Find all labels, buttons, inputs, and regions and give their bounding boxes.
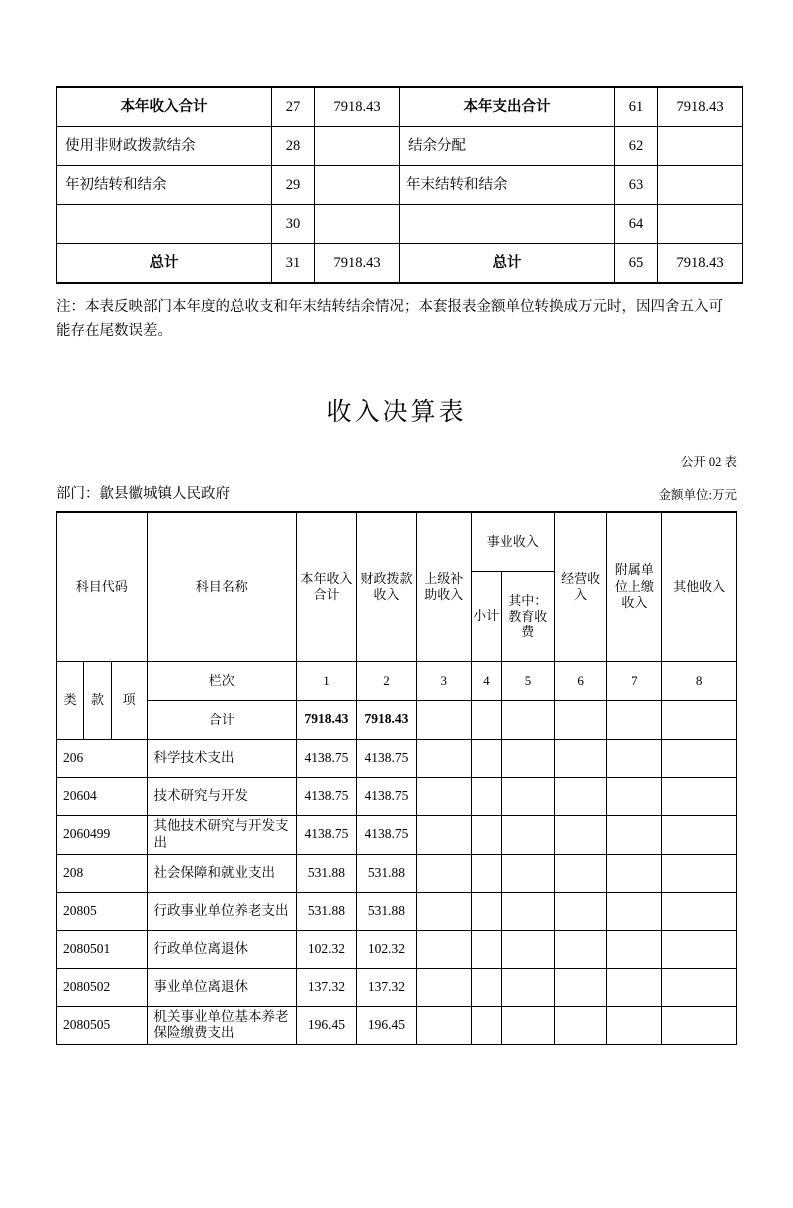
row-label-right: 总计: [400, 244, 615, 284]
row-amount-left: [315, 205, 400, 244]
row-business-subtotal: [471, 739, 502, 777]
totals-label: 合计: [147, 700, 296, 739]
row-affiliated-unit: [607, 1006, 662, 1045]
totals-business-education-fee: [502, 700, 555, 739]
col-num-7: 7: [607, 661, 662, 700]
row-operating-income: [554, 815, 607, 854]
totals-fiscal-appropriation: 7918.43: [356, 700, 416, 739]
row-business-education-fee: [502, 892, 555, 930]
row-name: 科学技术支出: [147, 739, 296, 777]
table-row: [57, 892, 737, 930]
row-other-income: [662, 1006, 737, 1045]
row-business-subtotal: [471, 1006, 502, 1045]
row-superior-subsidy: [416, 892, 471, 930]
row-label-left: 总计: [57, 244, 272, 284]
row-business-education-fee: [502, 739, 555, 777]
summary-table-continued: [56, 86, 743, 284]
row-name: 机关事业单位基本养老保险缴费支出: [147, 1006, 296, 1045]
header-superior-subsidy: 上级补助收入: [416, 512, 471, 662]
row-number-right: 63: [615, 166, 658, 205]
row-code: 206: [57, 739, 148, 777]
row-other-income: [662, 815, 737, 854]
header-affiliated-unit-income: 附属单位上缴收入: [607, 512, 662, 662]
col-num-8: 8: [662, 661, 737, 700]
row-code: 20604: [57, 777, 148, 815]
table-row: [57, 815, 737, 854]
row-label-left: 年初结转和结余: [57, 166, 272, 205]
table-row: [57, 87, 743, 127]
header-column-label: 栏次: [147, 661, 296, 700]
table-row: [57, 1006, 737, 1045]
table-row: [57, 127, 743, 166]
row-other-income: [662, 930, 737, 968]
row-business-education-fee: [502, 777, 555, 815]
col-num-2: 2: [356, 661, 416, 700]
col-num-6: 6: [554, 661, 607, 700]
row-number-right: 65: [615, 244, 658, 284]
row-amount-left: [315, 127, 400, 166]
row-number-right: 61: [615, 87, 658, 127]
row-label-right: 年末结转和结余: [400, 166, 615, 205]
row-number-left: 27: [272, 87, 315, 127]
table-row: [57, 244, 743, 284]
row-fiscal-appropriation: 531.88: [356, 892, 416, 930]
row-operating-income: [554, 739, 607, 777]
row-affiliated-unit: [607, 968, 662, 1006]
row-label-right: [400, 205, 615, 244]
header-business-income-group: [471, 512, 554, 662]
row-code: 2080502: [57, 968, 148, 1006]
row-amount-right: [658, 205, 743, 244]
row-total-income: 4138.75: [296, 777, 356, 815]
row-fiscal-appropriation: 4138.75: [356, 777, 416, 815]
row-code: 2080501: [57, 930, 148, 968]
row-operating-income: [554, 777, 607, 815]
row-operating-income: [554, 892, 607, 930]
row-label-left: [57, 205, 272, 244]
row-business-education-fee: [502, 1006, 555, 1045]
row-other-income: [662, 892, 737, 930]
row-total-income: 531.88: [296, 854, 356, 892]
totals-business-subtotal: [471, 700, 502, 739]
header-total-income: 本年收入合计: [296, 512, 356, 662]
row-business-education-fee: [502, 968, 555, 1006]
document-page: [0, 86, 793, 1208]
row-affiliated-unit: [607, 739, 662, 777]
header-business-subtotal: 小计: [472, 572, 502, 661]
row-business-subtotal: [471, 854, 502, 892]
row-affiliated-unit: [607, 892, 662, 930]
page-title: 收入决算表: [326, 398, 467, 426]
row-name: 技术研究与开发: [147, 777, 296, 815]
row-total-income: 196.45: [296, 1006, 356, 1045]
row-name: 社会保障和就业支出: [147, 854, 296, 892]
table-note: 注：本表反映部门本年度的总收支和年末结转结余情况；本套报表金额单位转换成万元时，因四舍五入可能存在尾数误差。: [56, 299, 723, 339]
row-business-subtotal: [471, 815, 502, 854]
row-superior-subsidy: [416, 815, 471, 854]
row-business-subtotal: [471, 777, 502, 815]
header-business-education-fee: 其中：教育收费: [508, 592, 548, 640]
row-amount-right: 7918.43: [658, 244, 743, 284]
row-total-income: 102.32: [296, 930, 356, 968]
row-number-left: 29: [272, 166, 315, 205]
sheet-tag: 公开 02 表: [680, 454, 737, 469]
row-total-income: 137.32: [296, 968, 356, 1006]
table-row: [57, 777, 737, 815]
row-label-right: 结余分配: [400, 127, 615, 166]
row-number-right: 62: [615, 127, 658, 166]
amount-unit: 金额单位:万元: [658, 487, 737, 502]
row-superior-subsidy: [416, 930, 471, 968]
header-row: [57, 512, 737, 662]
row-total-income: 531.88: [296, 892, 356, 930]
row-other-income: [662, 739, 737, 777]
col-num-3: 3: [416, 661, 471, 700]
row-name: 事业单位离退休: [147, 968, 296, 1006]
row-operating-income: [554, 930, 607, 968]
totals-superior-subsidy: [416, 700, 471, 739]
row-amount-left: 7918.43: [315, 87, 400, 127]
row-affiliated-unit: [607, 777, 662, 815]
row-operating-income: [554, 1006, 607, 1045]
department-row: [56, 482, 737, 503]
header-class: 类: [57, 661, 84, 739]
row-fiscal-appropriation: 102.32: [356, 930, 416, 968]
row-code: 208: [57, 854, 148, 892]
income-final-accounts-table: [56, 511, 737, 1046]
totals-operating-income: [554, 700, 607, 739]
header-fiscal-appropriation: 财政拨款收入: [356, 512, 416, 662]
column-number-row: [57, 661, 737, 700]
row-code: 20805: [57, 892, 148, 930]
row-superior-subsidy: [416, 777, 471, 815]
row-affiliated-unit: [607, 815, 662, 854]
row-other-income: [662, 777, 737, 815]
header-operating-income: 经营收入: [554, 512, 607, 662]
row-business-education-fee: [502, 854, 555, 892]
header-name: 科目名称: [147, 512, 296, 662]
col-num-4: 4: [471, 661, 502, 700]
row-operating-income: [554, 854, 607, 892]
row-affiliated-unit: [607, 930, 662, 968]
row-fiscal-appropriation: 4138.75: [356, 739, 416, 777]
row-amount-left: 7918.43: [315, 244, 400, 284]
row-number-right: 64: [615, 205, 658, 244]
totals-other-income: [662, 700, 737, 739]
row-superior-subsidy: [416, 854, 471, 892]
table-row: [57, 739, 737, 777]
row-fiscal-appropriation: 531.88: [356, 854, 416, 892]
row-amount-right: [658, 127, 743, 166]
row-amount-right: 7918.43: [658, 87, 743, 127]
table-row: [57, 166, 743, 205]
totals-total-income: 7918.43: [296, 700, 356, 739]
row-other-income: [662, 854, 737, 892]
row-amount-right: [658, 166, 743, 205]
header-xiang: 项: [111, 661, 147, 739]
row-name: 行政单位离退休: [147, 930, 296, 968]
row-operating-income: [554, 968, 607, 1006]
table-row: [57, 968, 737, 1006]
col-num-1: 1: [296, 661, 356, 700]
row-superior-subsidy: [416, 968, 471, 1006]
totals-affiliated-unit: [607, 700, 662, 739]
totals-row: [57, 700, 737, 739]
row-business-subtotal: [471, 892, 502, 930]
row-fiscal-appropriation: 196.45: [356, 1006, 416, 1045]
row-name: 行政事业单位养老支出: [147, 892, 296, 930]
row-label-right: 本年支出合计: [400, 87, 615, 127]
header-kuan: 款: [84, 661, 111, 739]
row-number-left: 28: [272, 127, 315, 166]
row-amount-left: [315, 166, 400, 205]
col-num-5: 5: [502, 661, 555, 700]
row-business-education-fee: [502, 815, 555, 854]
row-number-left: 31: [272, 244, 315, 284]
row-total-income: 4138.75: [296, 739, 356, 777]
row-label-left: 使用非财政拨款结余: [57, 127, 272, 166]
header-other-income: 其他收入: [662, 512, 737, 662]
header-code: 科目代码: [57, 512, 148, 662]
row-business-education-fee: [502, 930, 555, 968]
row-superior-subsidy: [416, 1006, 471, 1045]
row-fiscal-appropriation: 137.32: [356, 968, 416, 1006]
row-business-subtotal: [471, 930, 502, 968]
table-row: [57, 854, 737, 892]
table-row: [57, 930, 737, 968]
row-name: 其他技术研究与开发支出: [147, 815, 296, 854]
table-row: [57, 205, 743, 244]
header-business-income: 事业收入: [472, 513, 554, 572]
row-code: 2080505: [57, 1006, 148, 1045]
row-total-income: 4138.75: [296, 815, 356, 854]
row-code: 2060499: [57, 815, 148, 854]
row-label-left: 本年收入合计: [57, 87, 272, 127]
row-other-income: [662, 968, 737, 1006]
row-affiliated-unit: [607, 854, 662, 892]
row-superior-subsidy: [416, 739, 471, 777]
row-number-left: 30: [272, 205, 315, 244]
department-name: 部门：歙县徽城镇人民政府: [56, 485, 230, 502]
row-fiscal-appropriation: 4138.75: [356, 815, 416, 854]
row-business-subtotal: [471, 968, 502, 1006]
